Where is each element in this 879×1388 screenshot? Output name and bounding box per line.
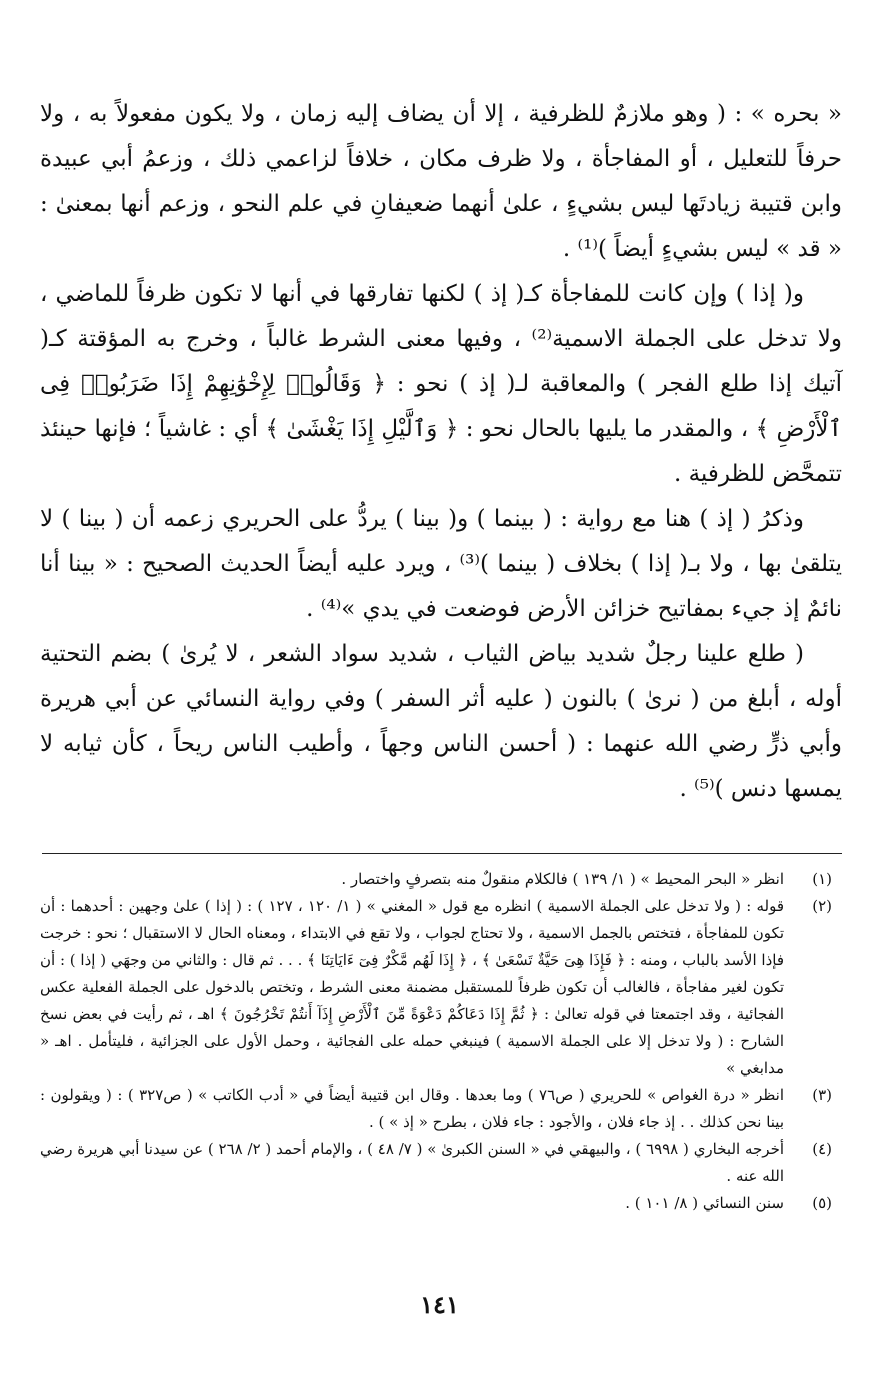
footnote-divider	[42, 853, 842, 854]
footnote-number: (٤)	[812, 1140, 832, 1158]
footnote-5	[40, 1190, 832, 1217]
paragraph-2: و( إذا ) وإن كانت للمفاجأة كـ( إذ ) لكنها تفارقها في أنها لا تكون ظرفاً للماضي ، ولا تدخل على الجملة الاسمية⁽²⁾ ، وفيها معنى الشرط غالباً ، وخرج به المؤقتة كـ( آتيك إذا طلع الفجر ) والمعاقبة لـ( إذ ) نحو : ﴿ وَقَالُوا۟ لِإِخْوَٰنِهِمْ إِذَا ضَرَبُوا۟ فِى ٱلْأَرْضِ ﴾ ، والمقدر ما يليها بالحال نحو : ﴿ وَٱلَّيْلِ إِذَا يَغْشَىٰ ﴾ أي : غاشياً ؛ فإنها حينئذ تتمحَّض للظرفية .	[40, 281, 842, 487]
footnote-text: أخرجه البخاري ( ٦٩٩٨ ) ، والبيهقي في « السنن الكبرىٰ » ( ٧/ ٤٨ ) ، والإمام أحمد ( ٢/ ٢٦٨ ) عن سيدنا أبي هريرة رضي الله عنه .	[40, 1140, 785, 1185]
paragraph-3: وذكرُ ( إذ ) هنا مع رواية : ( بينما ) و( بينا ) يردُّ على الحريري زعمه أن ( بينا ) لا يتلقىٰ بها ، ولا بـ( إذا ) بخلاف ( بينما )⁽³⁾ ، ويرد عليه أيضاً الحديث الصحيح : « بينا أنا نائمٌ إذ جيء بمفاتيح خزائن الأرض فوضعت في يدي »⁽⁴⁾ .	[40, 506, 843, 622]
footnote-number: (١)	[812, 870, 832, 888]
paragraph-4: ( طلع علينا رجلٌ شديد بياض الثياب ، شديد سواد الشعر ، لا يُرىٰ ) بضم التحتية أوله ، أبلغ من ( نرىٰ ) بالنون ( عليه أثر السفر ) وفي رواية النسائي عن أبي هريرة وأبي ذرٍّ رضي الله عنهما : ( أحسن الناس وجهاً ، وأطيب الناس ريحاً ، كأن ثيابه لا يمسها دنس )⁽⁵⁾ .	[40, 641, 842, 802]
footnote-number: (٣)	[812, 1086, 832, 1104]
footnote-number: (٥)	[812, 1194, 832, 1212]
footnote-3	[40, 1082, 832, 1136]
footnote-4	[40, 1136, 832, 1190]
page-number: ١٤١	[420, 1290, 459, 1319]
footnote-1	[40, 866, 832, 893]
footnotes	[40, 866, 832, 1217]
footnote-text: انظر « درة الغواص » للحريري ( ص٧٦ ) وما بعدها . وقال ابن قتيبة أيضاً في « أدب الكاتب » ( ص٣٢٧ ) : ( ويقولون : بينا نحن كذلك . . إذ جاء فلان ، والأجود : جاء فلان ، بطرح « إذ » ) .	[40, 1086, 784, 1131]
footnote-text: انظر « البحر المحيط » ( ١/ ١٣٩ ) فالكلام منقولٌ منه بتصرفٍ واختصار .	[341, 870, 784, 888]
footnote-text: قوله : ( ولا تدخل على الجملة الاسمية ) انظره مع قول « المغني » ( ١/ ١٢٠ ، ١٢٧ ) : ( إذا ) علىٰ وجهين : أحدهما : أن تكون للمفاجأة ، فتختص بالجمل الاسمية ، ولا تحتاج لجواب ، ولا تقع في الابتداء ، ومعناه الحال لا الاستقبال ؛ نحو : خرجت فإذا الأسد بالباب ، ومنه : ﴿ فَإِذَا هِىَ حَيَّةٌ تَسْعَىٰ ﴾ ، ﴿ إِذَا لَهُم مَّكْرٌ فِىٓ ءَايَاتِنَا ﴾ . . . ثم قال : والثاني من وجهَي ( إذا ) : أن تكون لغير مفاجأة ، فالغالب أن تكون ظرفاً للمستقبل مضمنة معنى الشرط ، وتختص بالدخول على الجملة الفعلية عكس الفجائية ، وقد اجتمعتا في قوله تعالىٰ : ﴿ ثُمَّ إِذَا دَعَاكُمْ دَعْوَةً مِّنَ ٱلْأَرْضِ إِذَآ أَنتُمْ تَخْرُجُونَ ﴾ اهـ ، ثم رأيت في بعض نسخ الشارح : ( ولا تدخل إلا على الجملة الاسمية ) فينبغي حمله على الفجائية ، وحمل الأول على الجزائية ، فليتأمل . اهـ « مدابغي »	[40, 897, 785, 1077]
main-text	[40, 92, 842, 812]
footnote-2	[40, 893, 832, 1082]
footnote-text: سنن النسائي ( ٨/ ١٠١ ) .	[625, 1194, 784, 1212]
footnote-number: (٢)	[812, 897, 832, 915]
paragraph-1: « بحره » : ( وهو ملازمٌ للظرفية ، إلا أن يضاف إليه زمان ، ولا يكون مفعولاً به ، ولا حرفاً للتعليل ، أو المفاجأة ، ولا ظرف مكان ، خلافاً لزاعمي ذلك ، وزعمُ أبي عبيدة وابن قتيبة زيادتَها ليس بشيءٍ ، علىٰ أنهما ضعيفانِ في علم النحو ، وزعم أنها بمعنىٰ : « قد » ليس بشيءٍ أيضاً )⁽¹⁾ .	[40, 101, 842, 262]
